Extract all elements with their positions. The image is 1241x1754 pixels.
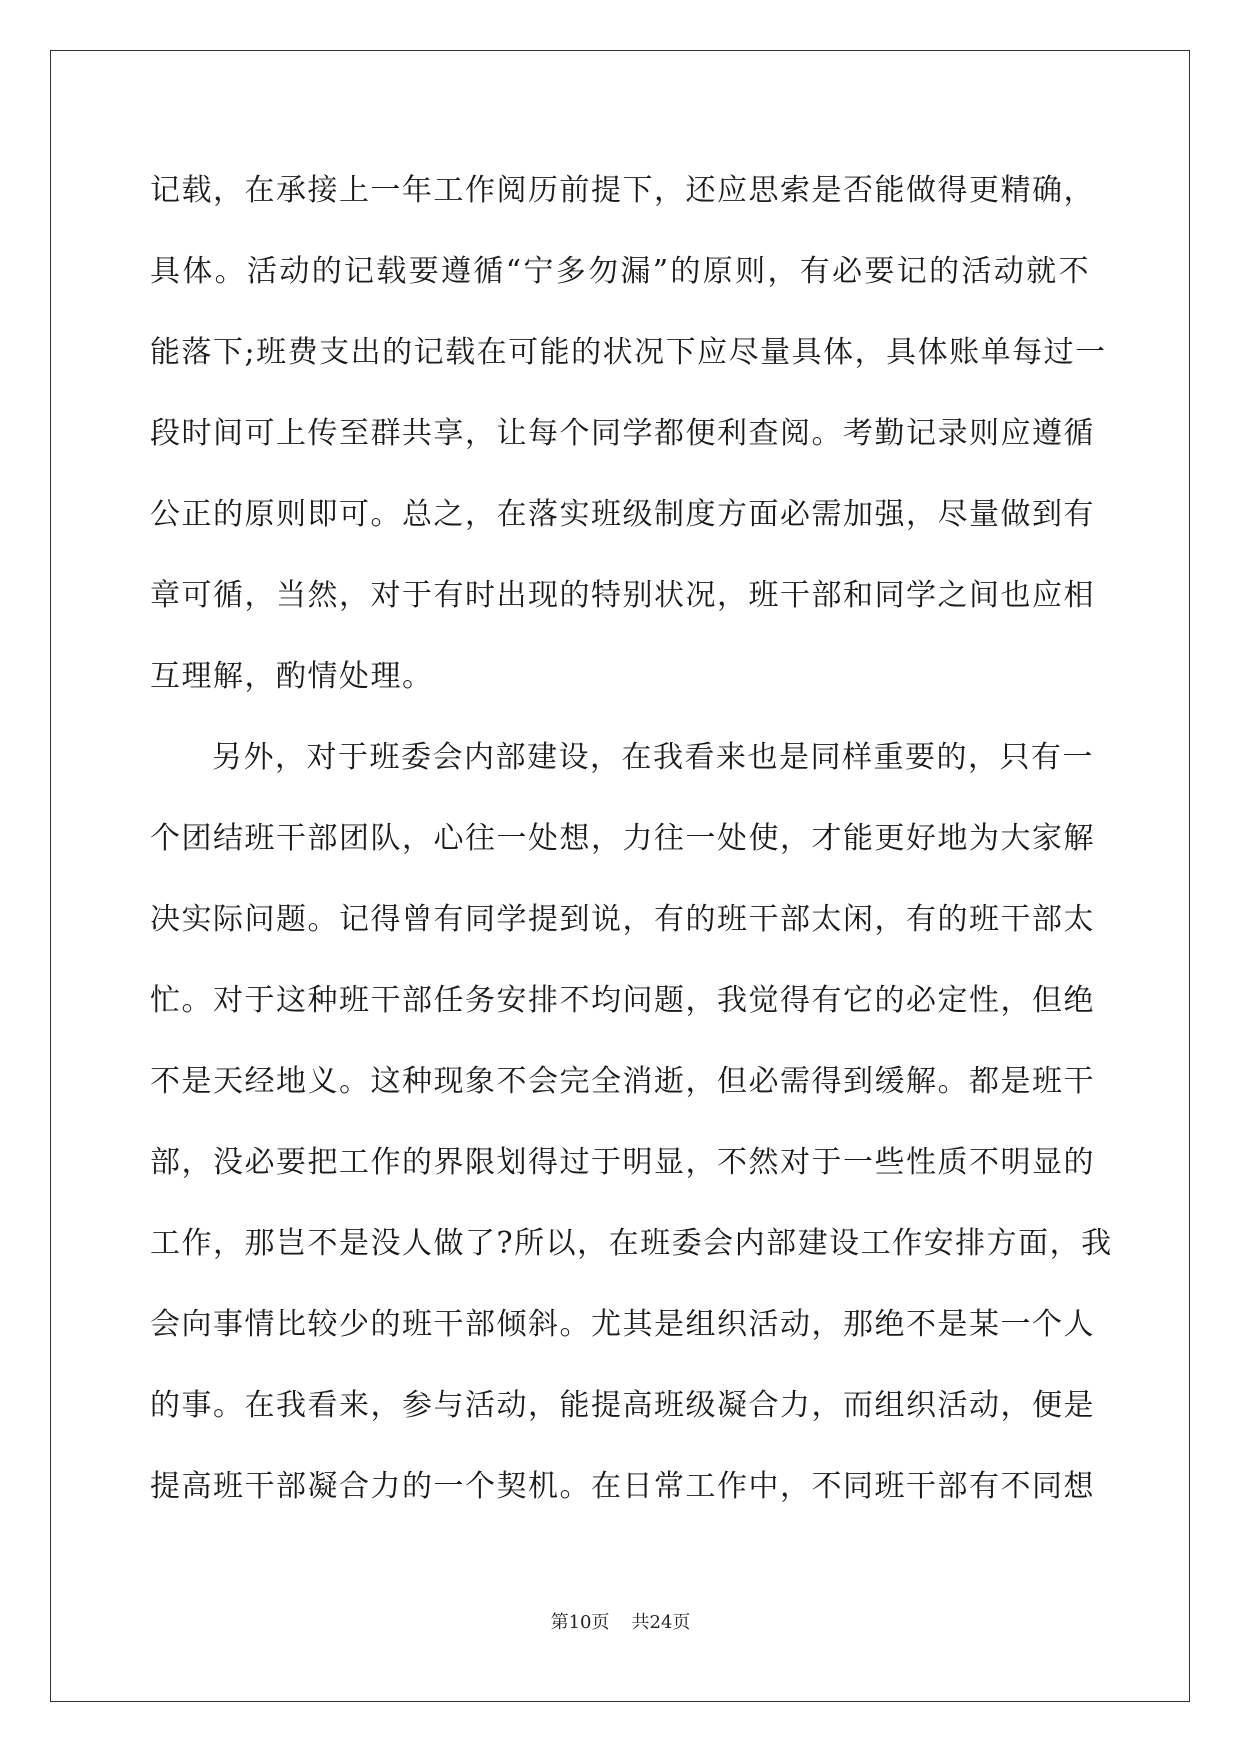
page-number: 第10页 [550,1612,610,1633]
text-line: 互理解，酌情处理。 [150,659,434,694]
paragraph-1 [150,163,1107,730]
text-line: 部，没必要把工作的界限划得过于明显，不然对于一些性质不明显的 [150,1145,1095,1180]
text-line: 忙。对于这种班干部任务安排不均问题，我觉得有它的必定性，但绝 [150,983,1095,1018]
text-line: 不是天经地义。这种现象不会完全消逝，但必需得到缓解。都是班干 [150,1064,1095,1099]
text-line: 记载，在承接上一年工作阅历前提下，还应思索是否能做得更精确， [150,173,1095,208]
paragraph-2 [150,730,1113,1540]
text-line: 会向事情比较少的班干部倾斜。尤其是组织活动，那绝不是某一个人 [150,1307,1095,1342]
page-footer [0,1608,1241,1634]
text-line: 另外，对于班委会内部建设，在我看来也是同样重要的，只有一 [212,740,1094,775]
text-line: 提高班干部凝合力的一个契机。在日常工作中，不同班干部有不同想 [150,1469,1095,1504]
text-line: 具体。活动的记载要遵循“宁多勿漏”的原则，有必要记的活动就不 [150,254,1090,289]
text-line: 段时间可上传至群共享，让每个同学都便利查阅。考勤记录则应遵循 [150,416,1095,451]
text-line: 章可循，当然，对于有时出现的特别状况，班干部和同学之间也应相 [150,578,1095,613]
text-line: 公正的原则即可。总之，在落实班级制度方面必需加强，尽量做到有 [150,497,1095,532]
document-body [150,163,1113,1540]
text-line: 的事。在我看来，参与活动，能提高班级凝合力，而组织活动，便是 [150,1388,1095,1423]
text-line: 决实际问题。记得曾有同学提到说，有的班干部太闲，有的班干部太 [150,902,1095,937]
page-total: 共24页 [631,1612,691,1633]
text-line: 个团结班干部团队，心往一处想，力往一处使，才能更好地为大家解 [150,821,1095,856]
text-line: 能落下;班费支出的记载在可能的状况下应尽量具体，具体账单每过一 [150,335,1107,370]
text-line: 工作，那岂不是没人做了?所以，在班委会内部建设工作安排方面，我 [150,1226,1113,1261]
